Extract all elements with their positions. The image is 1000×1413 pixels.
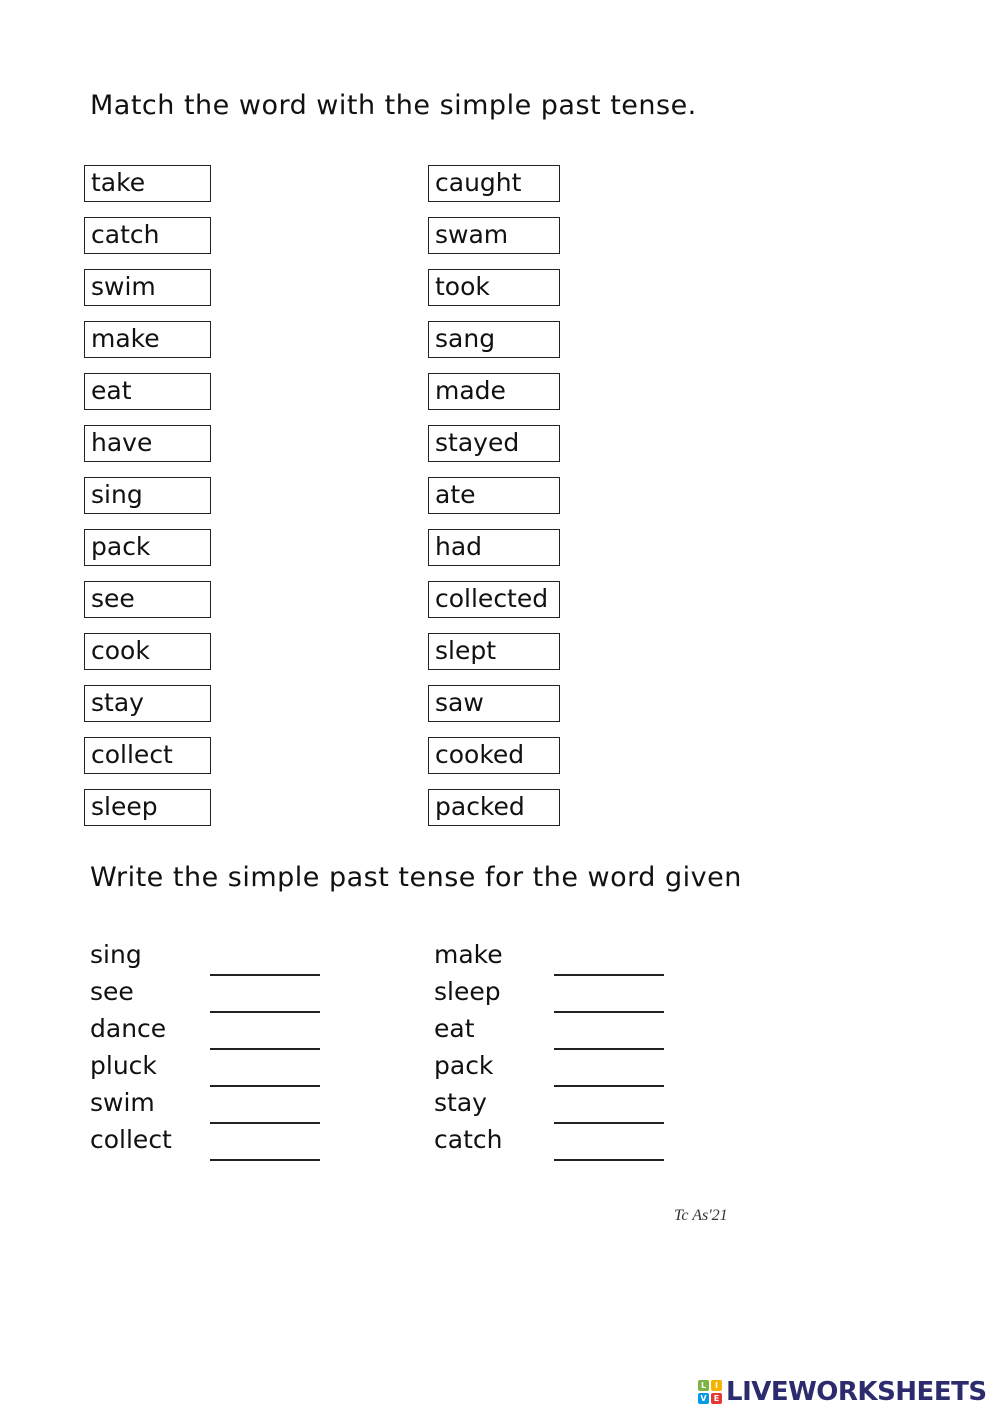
write-prompt-word: eat bbox=[434, 1014, 475, 1043]
match-heading: Match the word with the simple past tense. bbox=[90, 90, 697, 121]
present-words-column bbox=[84, 165, 211, 841]
past-word-box[interactable]: swam bbox=[428, 217, 560, 254]
write-prompt-word: collect bbox=[90, 1125, 172, 1154]
answer-blank[interactable] bbox=[210, 1024, 320, 1050]
liveworksheets-logo-icon bbox=[698, 1380, 722, 1404]
logo-square: L bbox=[698, 1380, 709, 1391]
answer-blank[interactable] bbox=[210, 1098, 320, 1124]
write-prompt-word: sleep bbox=[434, 977, 501, 1006]
logo-square: E bbox=[711, 1393, 722, 1404]
present-word-box[interactable]: have bbox=[84, 425, 211, 462]
answer-blank[interactable] bbox=[210, 987, 320, 1013]
write-prompt-word: stay bbox=[434, 1088, 487, 1117]
past-word-box[interactable]: caught bbox=[428, 165, 560, 202]
past-words-column bbox=[428, 165, 560, 841]
author-signature: Tc As'21 bbox=[674, 1207, 728, 1224]
answer-blank[interactable] bbox=[554, 950, 664, 976]
logo-square: I bbox=[711, 1380, 722, 1391]
write-prompt-word: dance bbox=[90, 1014, 167, 1043]
present-word-box[interactable]: eat bbox=[84, 373, 211, 410]
past-word-box[interactable]: saw bbox=[428, 685, 560, 722]
present-word-box[interactable]: make bbox=[84, 321, 211, 358]
answer-blank[interactable] bbox=[210, 1135, 320, 1161]
past-word-box[interactable]: collected bbox=[428, 581, 560, 618]
liveworksheets-brand bbox=[698, 1377, 987, 1407]
past-word-box[interactable]: slept bbox=[428, 633, 560, 670]
answer-blank[interactable] bbox=[554, 1135, 664, 1161]
present-word-box[interactable]: sing bbox=[84, 477, 211, 514]
write-prompt-word: see bbox=[90, 977, 134, 1006]
write-heading: Write the simple past tense for the word given bbox=[90, 862, 742, 893]
answer-blank[interactable] bbox=[210, 1061, 320, 1087]
past-word-box[interactable]: stayed bbox=[428, 425, 560, 462]
present-word-box[interactable]: take bbox=[84, 165, 211, 202]
answer-blank[interactable] bbox=[210, 950, 320, 976]
answer-blank[interactable] bbox=[554, 1061, 664, 1087]
past-word-box[interactable]: packed bbox=[428, 789, 560, 826]
present-word-box[interactable]: sleep bbox=[84, 789, 211, 826]
past-word-box[interactable]: took bbox=[428, 269, 560, 306]
present-word-box[interactable]: catch bbox=[84, 217, 211, 254]
past-word-box[interactable]: made bbox=[428, 373, 560, 410]
past-word-box[interactable]: sang bbox=[428, 321, 560, 358]
answer-blank[interactable] bbox=[554, 987, 664, 1013]
present-word-box[interactable]: cook bbox=[84, 633, 211, 670]
logo-square: V bbox=[698, 1393, 709, 1404]
write-prompt-word: catch bbox=[434, 1125, 503, 1154]
brand-name: LIVEWORKSHEETS bbox=[726, 1377, 987, 1407]
present-word-box[interactable]: pack bbox=[84, 529, 211, 566]
write-prompt-word: make bbox=[434, 940, 503, 969]
past-word-box[interactable]: ate bbox=[428, 477, 560, 514]
write-prompt-word: sing bbox=[90, 940, 142, 969]
present-word-box[interactable]: swim bbox=[84, 269, 211, 306]
answer-blank[interactable] bbox=[554, 1098, 664, 1124]
present-word-box[interactable]: collect bbox=[84, 737, 211, 774]
present-word-box[interactable]: stay bbox=[84, 685, 211, 722]
write-prompt-word: pack bbox=[434, 1051, 494, 1080]
present-word-box[interactable]: see bbox=[84, 581, 211, 618]
answer-blank[interactable] bbox=[554, 1024, 664, 1050]
past-word-box[interactable]: had bbox=[428, 529, 560, 566]
write-prompt-word: pluck bbox=[90, 1051, 157, 1080]
write-prompt-word: swim bbox=[90, 1088, 155, 1117]
past-word-box[interactable]: cooked bbox=[428, 737, 560, 774]
